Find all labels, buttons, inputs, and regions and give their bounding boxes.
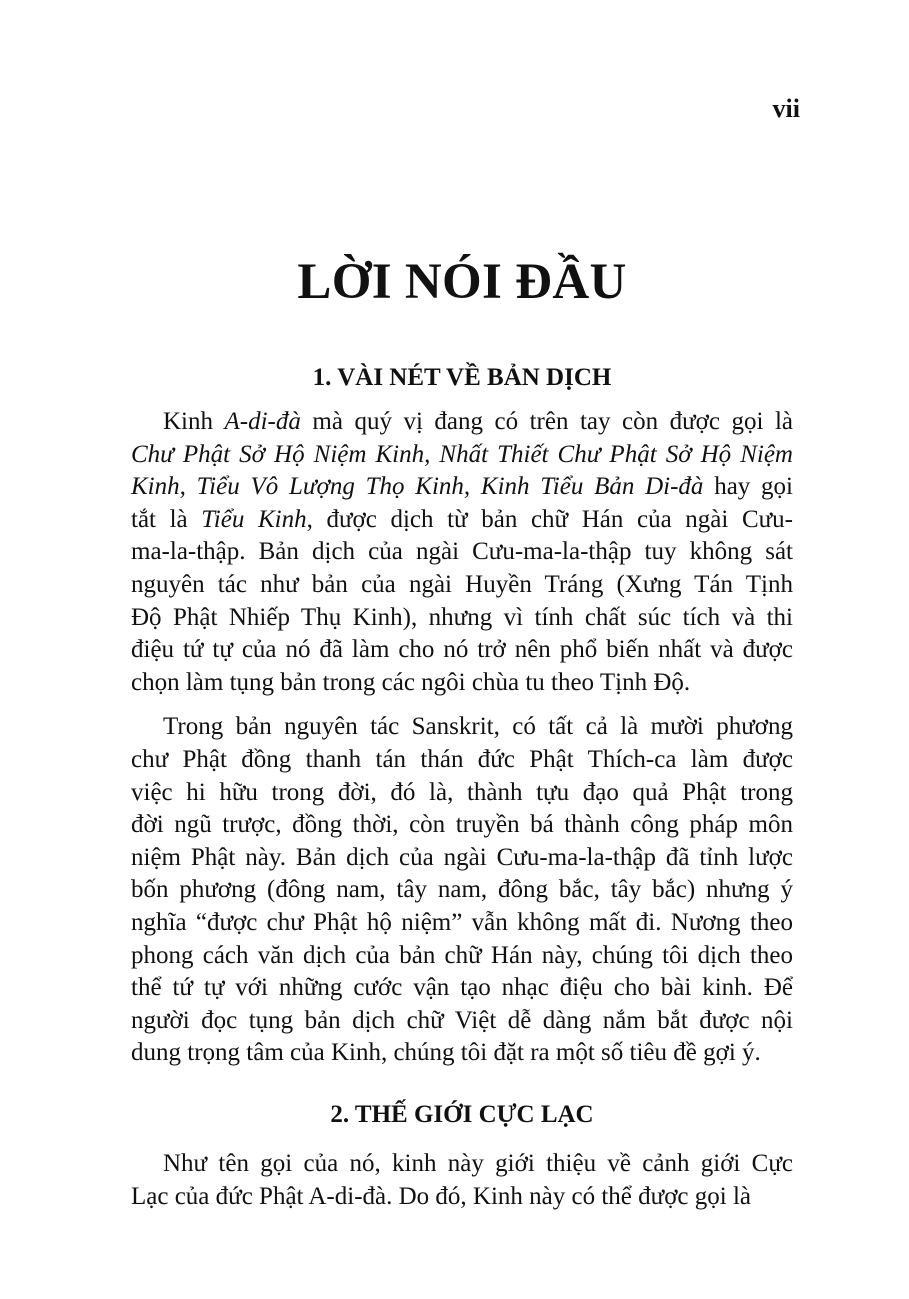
section-heading-1: 1. VÀI NÉT VỀ BẢN DỊCH <box>312 364 612 391</box>
text-line: tắt là Tiểu Kinh, được dịch từ bản chữ Hán của ngài Cưu- <box>131 505 794 533</box>
italic-run: Kinh, Tiểu Vô Lượng Thọ Kinh, Kinh Tiểu Bản Di-đà <box>131 473 704 501</box>
text-line: việc hi hữu trong đời, đó là, thành tựu đạo quả Phật trong <box>131 778 793 806</box>
chapter-title: LỜI NÓI ĐẦU <box>297 254 627 310</box>
page-number: vii <box>772 94 800 123</box>
section-2-body <box>131 1148 793 1213</box>
text-line: Kinh A-di-đà mà quý vị đang có trên tay còn được gọi là <box>163 408 794 435</box>
italic-run: A-di-đà <box>224 408 301 435</box>
text-line: người đọc tụng bản dịch chữ Việt dễ dàng nắm bắt được nội <box>131 1006 793 1034</box>
text-line: thể tứ tự với những cước vận tạo nhạc điệu cho bài kinh. Để <box>131 974 793 1002</box>
text-line <box>131 439 793 472</box>
text-line: nguyên tác như bản của ngài Huyền Tráng (Xưng Tán Tịnh <box>131 570 793 598</box>
italic-run: Tiểu Kinh <box>201 505 307 533</box>
text-line: chọn làm tụng bản trong các ngôi chùa tu theo Tịnh Độ. <box>131 668 691 696</box>
text-line: Độ Phật Nhiếp Thụ Kinh), nhưng vì tính chất súc tích và thi <box>131 603 793 631</box>
section-heading-2: 2. THẾ GIỚI CỰC LẠC <box>330 1101 594 1128</box>
text-line: phong cách văn dịch của bản chữ Hán này, chúng tôi dịch theo <box>131 941 793 969</box>
text-line: ma-la-thập. Bản dịch của ngài Cưu-ma-la-thập tuy không sát <box>131 538 793 566</box>
text-line: chư Phật đồng thanh tán thán đức Phật Thích-ca làm được <box>131 745 793 773</box>
text-line: niệm Phật này. Bản dịch của ngài Cưu-ma-la-thập đã tỉnh lược <box>131 843 793 871</box>
text-line: bốn phương (đông nam, tây nam, đông bắc, tây bắc) nhưng ý <box>131 876 793 904</box>
text-line: dung trọng tâm của Kinh, chúng tôi đặt ra một số tiêu đề gợi ý. <box>131 1039 761 1067</box>
text-line: Như tên gọi của nó, kinh này giới thiệu về cảnh giới Cực <box>163 1150 793 1177</box>
paragraph <box>131 711 793 1070</box>
text-line: đời ngũ trược, đồng thời, còn truyền bá thành công pháp môn <box>131 811 793 839</box>
text-line: nghĩa “được chư Phật hộ niệm” vẫn không mất đi. Nương theo <box>131 908 793 936</box>
text-line: Lạc của đức Phật A-di-đà. Do đó, Kinh này có thể được gọi là <box>131 1182 752 1210</box>
text-line: điệu tứ tự của nó đã làm cho nó trở nên phổ biến nhất và được <box>131 636 793 664</box>
paragraph <box>131 406 793 699</box>
text-line: Trong bản nguyên tác Sanskrit, có tất cả là mười phương <box>163 713 793 741</box>
paragraph <box>131 1148 793 1213</box>
section-1-body <box>131 406 793 1070</box>
italic-run: Chư Phật Sở Hộ Niệm Kinh, Nhất Thiết Chư Phật Sở Hộ Niệm <box>131 440 793 468</box>
text-line: Kinh, Tiểu Vô Lượng Thọ Kinh, Kinh Tiểu Bản Di-đà hay gọi <box>131 473 793 501</box>
